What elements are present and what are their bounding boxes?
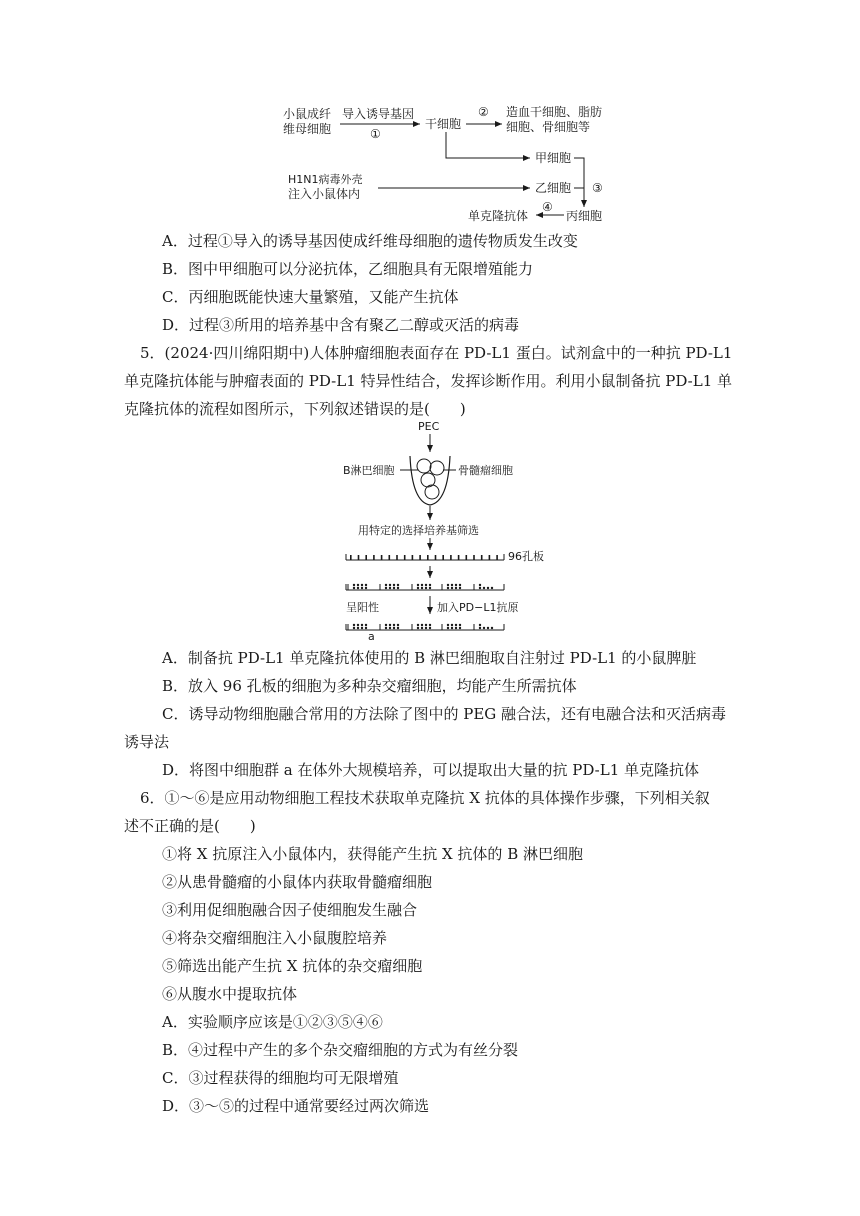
q6-stem-2: 述不正确的是( ) — [124, 817, 256, 835]
well-divider — [365, 555, 367, 560]
cell-dot — [397, 624, 399, 626]
well-divider — [473, 555, 475, 560]
q5-stem-1: 5．(2024·四川绵阳期中)人体肿瘤细胞表面存在 PD-L1 蛋白。试剂盒中的一种抗 PD-L1 — [140, 344, 733, 362]
cell-dot — [425, 584, 427, 586]
hybridoma-diagram — [0, 410, 860, 643]
q6-option-d: D．③～⑤的过程中通常要经过两次筛选 — [162, 1097, 430, 1115]
q6-option-c: C．③过程获得的细胞均可无限增殖 — [162, 1069, 399, 1087]
select-label: 用特定的选择培养基筛选 — [358, 524, 479, 537]
cell-dot — [479, 624, 481, 626]
well-divider — [427, 555, 429, 560]
cell-dot — [447, 627, 449, 629]
q6-option-b: B．④过程中产生的多个杂交瘤细胞的方式为有丝分裂 — [162, 1041, 519, 1059]
plate-2-wells — [348, 584, 493, 590]
group-a-label: a — [368, 630, 375, 643]
cell-dot — [353, 587, 355, 589]
cell-dot — [361, 627, 363, 629]
cell-dot — [397, 627, 399, 629]
q4-option-b: B．图中甲细胞可以分泌抗体，乙细胞具有无限增殖能力 — [162, 260, 534, 278]
q4-option-c: C．丙细胞既能快速大量繁殖，又能产生抗体 — [162, 288, 459, 306]
q5-option-c-cont: 诱导法 — [124, 733, 170, 751]
q6-step-1: ①将 X 抗原注入小鼠体内，获得能产生抗 X 抗体的 B 淋巴细胞 — [162, 845, 583, 863]
stem-cell-label: 干细胞 — [425, 117, 462, 131]
q6-step-6: ⑥从腹水中提取抗体 — [162, 985, 298, 1003]
antibody-label: 单克隆抗体 — [468, 209, 529, 223]
q4-option-d: D．过程③所用的培养基中含有聚乙二醇或灭活的病毒 — [162, 316, 520, 334]
cell-dot — [491, 627, 493, 629]
cell-dot — [417, 627, 419, 629]
cell-dot — [451, 584, 453, 586]
step4-num: ④ — [542, 200, 553, 214]
cell-dot — [393, 584, 395, 586]
well-divider — [466, 555, 468, 560]
cell-dot — [459, 584, 461, 586]
cell-dot — [459, 627, 461, 629]
cell-dot — [459, 587, 461, 589]
cell-dot — [455, 587, 457, 589]
cell-dot — [393, 624, 395, 626]
cell-dot — [353, 627, 355, 629]
source-label-2: 维母细胞 — [283, 122, 332, 136]
q6-step-3: ③利用促细胞融合因子使细胞发生融合 — [162, 901, 418, 919]
cell-dot — [447, 587, 449, 589]
well-divider — [381, 555, 383, 560]
cell-dot — [491, 587, 493, 589]
cell-dot — [451, 587, 453, 589]
add-antigen-label: 加入PD−L1抗原 — [437, 601, 519, 614]
well-divider — [350, 555, 352, 560]
cell-dot — [479, 587, 481, 589]
q6-step-2: ②从患骨髓瘤的小鼠体内获取骨髓瘤细胞 — [162, 873, 433, 891]
cell-dot — [417, 624, 419, 626]
cell-dot — [389, 587, 391, 589]
well-divider — [389, 555, 391, 560]
cell-dot — [451, 627, 453, 629]
cell-dot — [397, 587, 399, 589]
cell-dot — [353, 584, 355, 586]
stem-cell-diagram — [0, 0, 860, 230]
well-divider — [481, 555, 483, 560]
q4-option-a: A．过程①导入的诱导基因使成纤维母细胞的遗传物质发生改变 — [162, 232, 578, 250]
well-divider — [412, 555, 414, 560]
q6-step-4: ④将杂交瘤细胞注入小鼠腹腔培养 — [162, 929, 388, 947]
q5-option-d: D．将图中细胞群 a 在体外大规模培养，可以提取出大量的抗 PD-L1 单克隆抗体 — [162, 761, 700, 779]
cell-dot — [483, 587, 485, 589]
cell-dot — [421, 627, 423, 629]
cell-dot — [455, 624, 457, 626]
cell-dot — [447, 624, 449, 626]
cell-dot — [421, 624, 423, 626]
cell-dot — [389, 624, 391, 626]
q6-option-a: A．实验顺序应该是①②③⑤④⑥ — [162, 1013, 383, 1031]
cell-dot — [459, 624, 461, 626]
q5-option-b: B．放入 96 孔板的细胞为多种杂交瘤细胞，均能产生所需抗体 — [162, 677, 577, 695]
cell-dot — [429, 627, 431, 629]
cell-dot — [455, 584, 457, 586]
cell-dot — [417, 587, 419, 589]
q6-step-5: ⑤筛选出能产生抗 X 抗体的杂交瘤细胞 — [162, 957, 423, 975]
cell-dot — [393, 587, 395, 589]
well-divider — [419, 555, 421, 560]
cell-dot — [483, 627, 485, 629]
well-divider — [404, 555, 406, 560]
cell-dot — [429, 587, 431, 589]
cell-dot — [357, 627, 359, 629]
cell-dot — [455, 627, 457, 629]
q5-stem-3: 克隆抗体的流程如图所示，下列叙述错误的是( ) — [124, 400, 466, 418]
cell-a-label: 甲细胞 — [535, 151, 572, 165]
step1-num: ① — [370, 127, 381, 141]
well-divider — [373, 555, 375, 560]
cell-dot — [421, 584, 423, 586]
cell-dot — [389, 584, 391, 586]
cell-dot — [385, 584, 387, 586]
virus-label-1: H1N1病毒外壳 — [288, 173, 363, 186]
cell-icon — [430, 461, 444, 475]
source-label-1: 小鼠成纤 — [283, 107, 332, 121]
cell-dot — [361, 587, 363, 589]
cell-dot — [393, 627, 395, 629]
cell-dot — [353, 624, 355, 626]
well-divider — [435, 555, 437, 560]
cell-dot — [365, 627, 367, 629]
cell-b-label: 乙细胞 — [535, 181, 572, 195]
bracket-ab — [574, 158, 584, 188]
arrow-to-cell-a — [446, 132, 530, 158]
derived-label-1: 造血干细胞、脂肪 — [506, 105, 603, 119]
cell-dot — [365, 584, 367, 586]
step3-num: ③ — [592, 181, 603, 195]
well-divider — [450, 555, 452, 560]
cell-dot — [365, 624, 367, 626]
cell-dot — [425, 627, 427, 629]
cell-dot — [451, 624, 453, 626]
derived-label-2: 细胞、骨细胞等 — [506, 120, 591, 134]
well-divider — [458, 555, 460, 560]
cell-dot — [357, 624, 359, 626]
q5-option-a: A．制备抗 PD-L1 单克隆抗体使用的 B 淋巴细胞取自注射过 PD-L1 的小鼠脾脏 — [162, 649, 697, 667]
cell-c-label: 丙细胞 — [566, 209, 603, 223]
cell-dot — [361, 624, 363, 626]
cell-icon — [425, 485, 439, 499]
well-divider — [358, 555, 360, 560]
cell-dot — [487, 587, 489, 589]
well-divider — [489, 555, 491, 560]
cell-dot — [429, 584, 431, 586]
cell-dot — [417, 584, 419, 586]
cell-dot — [385, 587, 387, 589]
virus-label-2: 注入小鼠体内 — [288, 187, 361, 201]
cell-dot — [357, 584, 359, 586]
plate-label: 96孔板 — [508, 550, 544, 563]
cell-dot — [447, 584, 449, 586]
well-divider — [442, 555, 444, 560]
well-divider — [396, 555, 398, 560]
cell-dot — [425, 587, 427, 589]
q5-option-c: C．诱导动物细胞融合常用的方法除了图中的 PEG 融合法，还有电融合法和灭活病毒 — [162, 705, 727, 723]
b-cell-label: B淋巴细胞 — [343, 464, 395, 477]
cell-dot — [487, 627, 489, 629]
cell-dot — [425, 624, 427, 626]
q6-stem-1: 6．①～⑥是应用动物细胞工程技术获取单克隆抗 X 抗体的具体操作步骤，下列相关叙 — [140, 789, 710, 807]
cell-dot — [385, 627, 387, 629]
cell-dot — [361, 584, 363, 586]
well-divider — [496, 555, 498, 560]
cell-icon — [417, 459, 431, 473]
peg-label: PEC — [418, 420, 440, 433]
cell-dot — [479, 584, 481, 586]
cell-dot — [479, 627, 481, 629]
cell-dot — [421, 587, 423, 589]
plate-1-wells — [350, 555, 498, 560]
cell-dot — [389, 627, 391, 629]
step1-label: 导入诱导基因 — [342, 107, 415, 121]
step2-num: ② — [478, 105, 489, 119]
cell-dot — [365, 587, 367, 589]
myeloma-label: 骨髓瘤细胞 — [458, 464, 513, 477]
cell-dot — [429, 624, 431, 626]
cell-dot — [357, 587, 359, 589]
q5-stem-2: 单克隆抗体能与肿瘤表面的 PD-L1 特异性结合，发挥诊断作用。利用小鼠制备抗 PD-L1 单 — [124, 372, 733, 390]
cell-dot — [397, 584, 399, 586]
positive-label: 呈阳性 — [346, 601, 379, 614]
cell-dot — [385, 624, 387, 626]
